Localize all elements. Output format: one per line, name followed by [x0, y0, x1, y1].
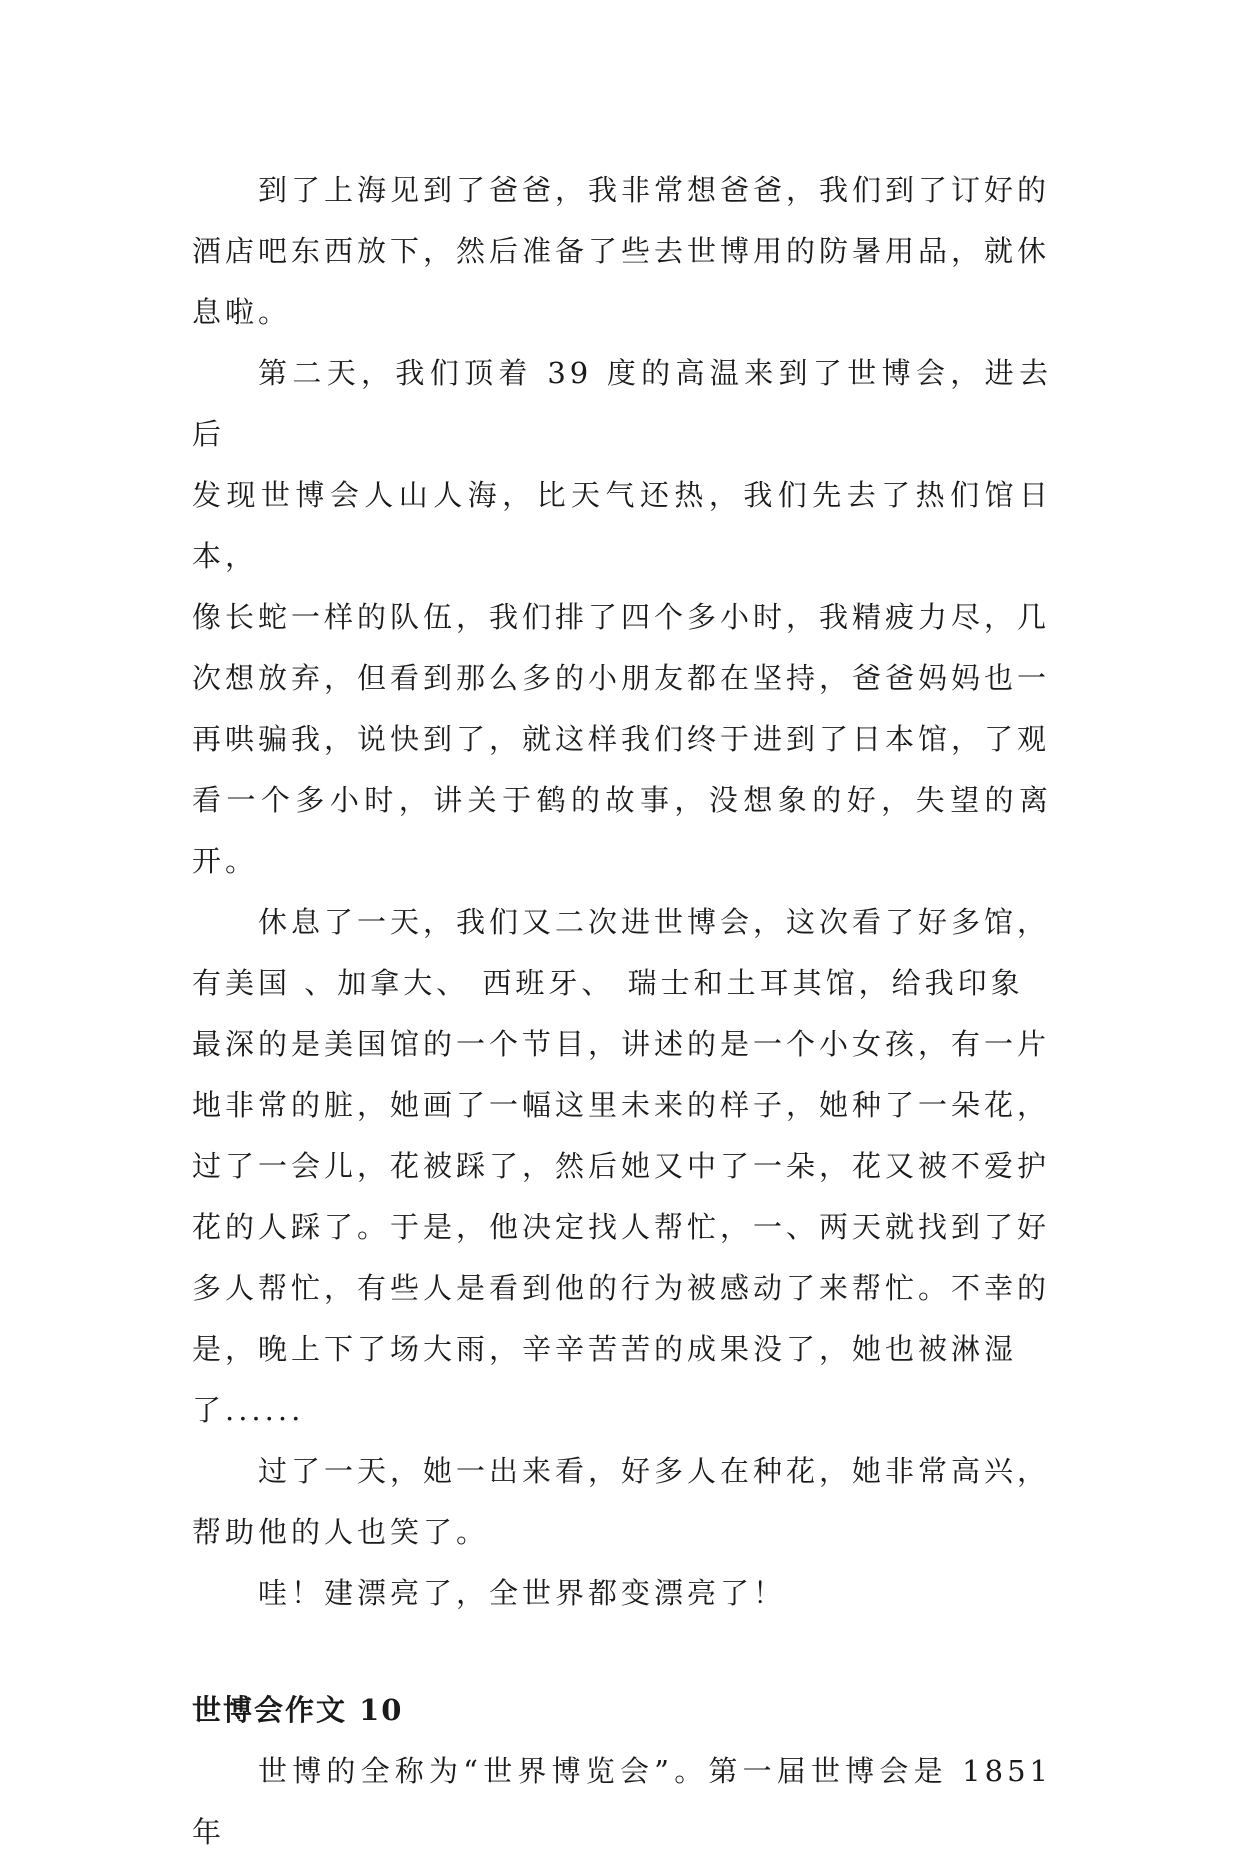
section-title: 世博会作文 10 [192, 1693, 404, 1727]
paragraph-exclamation: 哇！建漂亮了，全世界都变漂亮了！ [258, 1576, 787, 1610]
paragraph-second-day: 第二天，我们顶着 39 度的高温来到了世博会，进去后 发现世博会人山人海，比天气还热，我们先去了热们馆日本， 像长蛇一样的队伍，我们排了四个多小时，我精疲力尽，几 次想放弃，但看到那么多的小朋友都在坚持，爸爸妈妈也一 再哄骗我，说快到了，就这样我们终于进到了日本馆，了观 看一个多小时，讲关于鹤的故事，没想象的好，失望的离开。 [192, 356, 1052, 878]
paragraph-next-day: 过了一天，她一出来看，好多人在种花，她非常高兴， 帮助他的人也笑了。 [192, 1454, 1051, 1549]
paragraph-expo-intro: 世博的全称为“世界博览会”。第一届世博会是 1851 年 [192, 1754, 1052, 1849]
document-page [192, 160, 1052, 1863]
paragraph-arrival-shanghai: 到了上海见到了爸爸，我非常想爸爸，我们到了订好的 酒店吧东西放下，然后准备了些去世博用的防暑用品，就休 息啦。 [192, 173, 1051, 329]
paragraph-second-visit: 休息了一天，我们又二次进世博会，这次看了好多馆， 有美国 、加拿大、 西班牙、 瑞士和土耳其馆，给我印象 最深的是美国馆的一个节目，讲述的是一个小女孩，有一片 地非常的脏，她画了一幅这里未来的样子，她种了一朵花， 过了一会儿，花被踩了，然后她又中了一朵，花又被不爱护 花的人踩了。于是，他决定找人帮忙，一、两天就找到了好 多人帮忙，有些人是看到他的行为被感动了来帮忙。不幸的 是，晚上下了场大雨，辛辛苦苦的成果没了，她也被淋湿 了...... [192, 905, 1051, 1427]
